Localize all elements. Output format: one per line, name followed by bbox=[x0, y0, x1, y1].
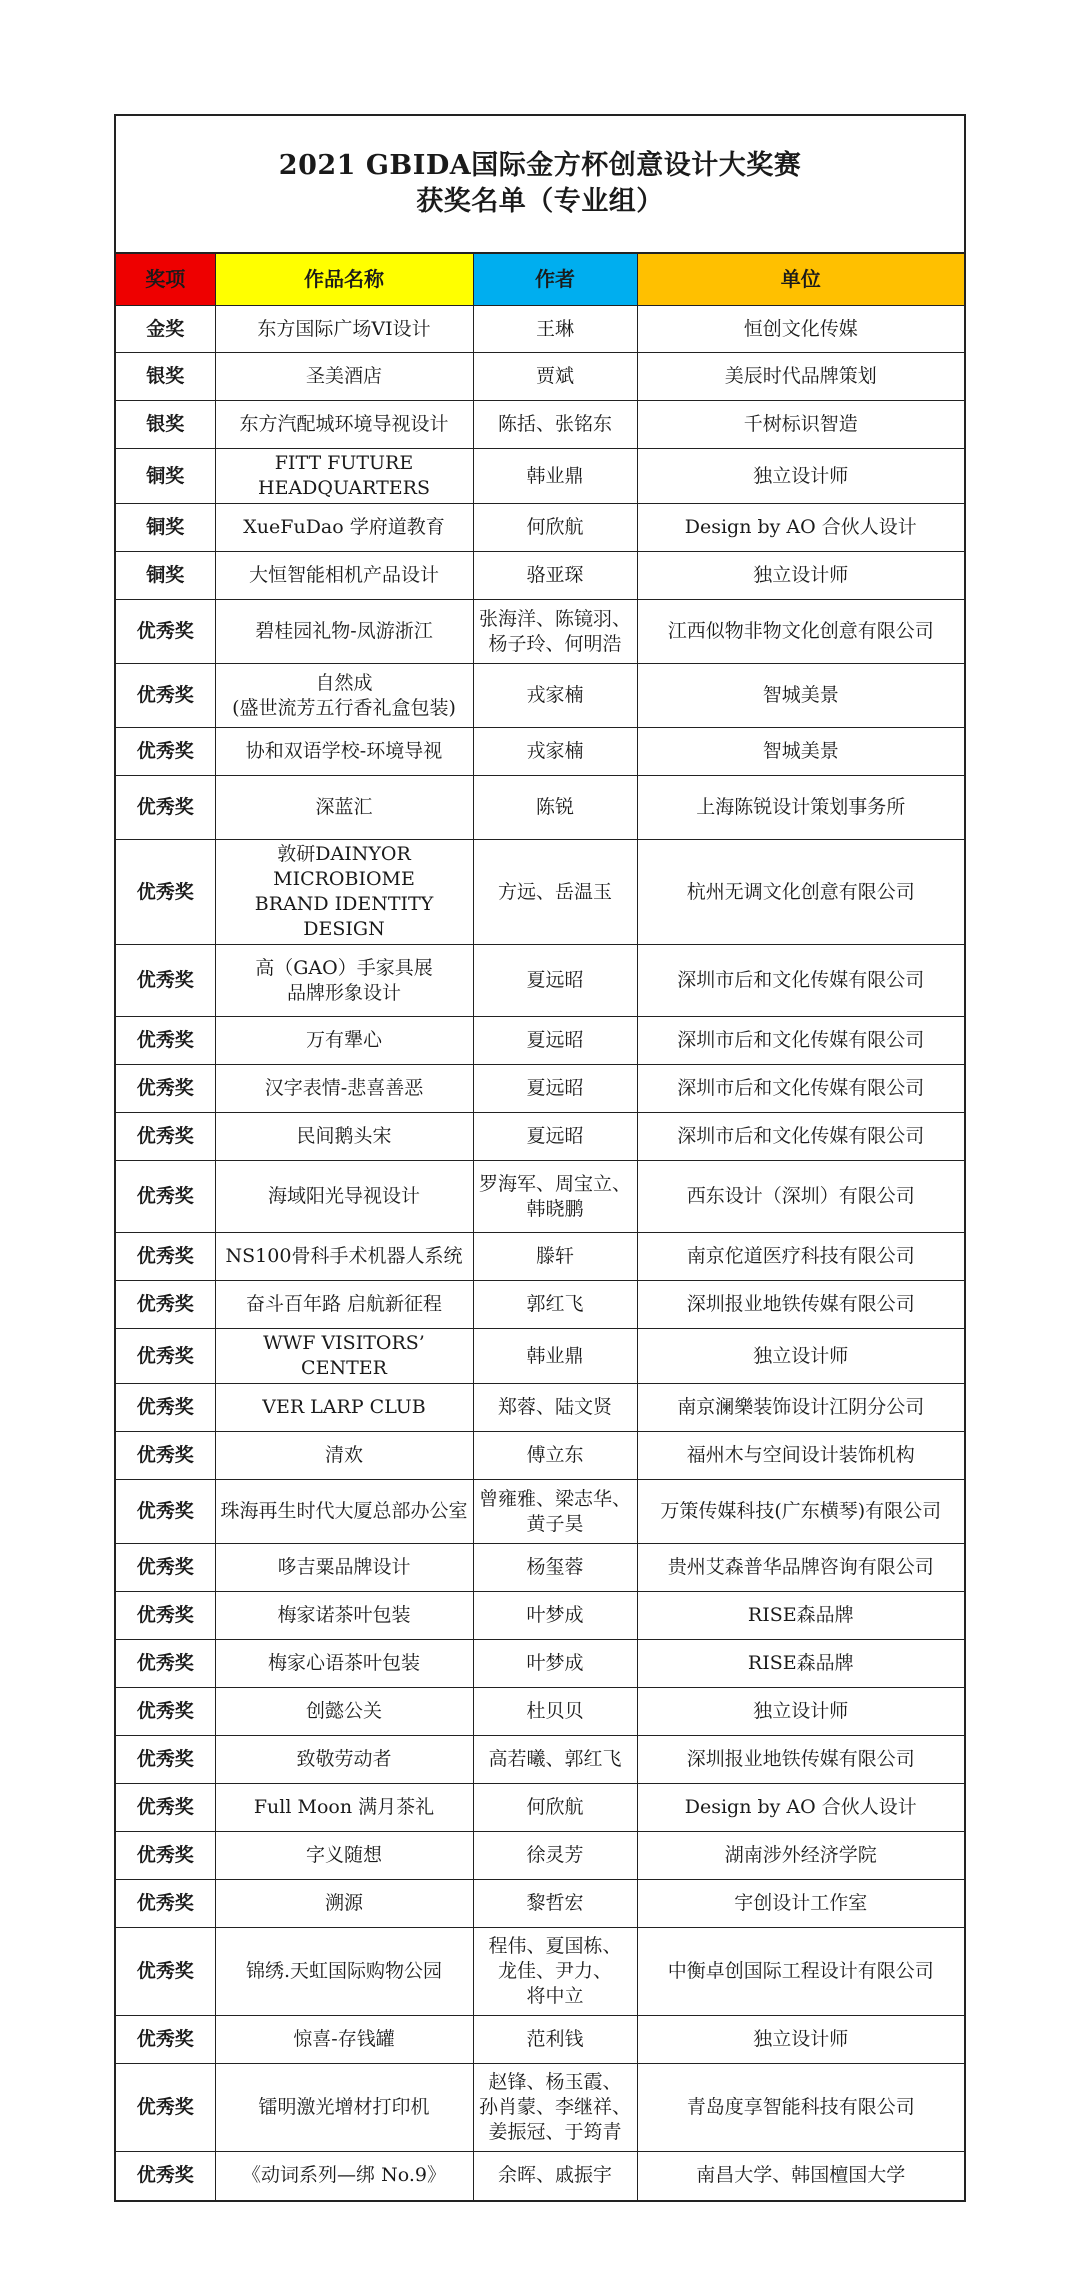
unit-cell: 独立设计师 bbox=[637, 1688, 964, 1736]
work-cell: 万有犟心 bbox=[215, 1017, 473, 1065]
award-cell: 优秀奖 bbox=[116, 1784, 215, 1832]
work-cell: 自然成 (盛世流芳五行香礼盒包装) bbox=[215, 664, 473, 728]
table-row bbox=[116, 1480, 964, 1544]
award-cell: 优秀奖 bbox=[116, 2064, 215, 2152]
award-cell: 优秀奖 bbox=[116, 2152, 215, 2200]
work-cell: XueFuDao 学府道教育 bbox=[215, 504, 473, 552]
unit-cell: 独立设计师 bbox=[637, 449, 964, 504]
award-cell: 优秀奖 bbox=[116, 1480, 215, 1544]
work-cell: NS100骨科手术机器人系统 bbox=[215, 1233, 473, 1281]
page-subtitle: 获奖名单（专业组） bbox=[416, 186, 664, 217]
table-row bbox=[116, 1161, 964, 1233]
award-cell: 优秀奖 bbox=[116, 1880, 215, 1928]
unit-cell: 深圳市后和文化传媒有限公司 bbox=[637, 1065, 964, 1113]
table-row bbox=[116, 2064, 964, 2152]
table-row bbox=[116, 1736, 964, 1784]
award-cell: 优秀奖 bbox=[116, 664, 215, 728]
work-cell: 梅家诺茶叶包装 bbox=[215, 1592, 473, 1640]
award-cell: 银奖 bbox=[116, 353, 215, 401]
unit-cell: 南昌大学、韩国檀国大学 bbox=[637, 2152, 964, 2200]
work-cell: 深蓝汇 bbox=[215, 776, 473, 840]
table-row bbox=[116, 449, 964, 504]
table-header-row bbox=[116, 254, 964, 306]
author-cell: 韩业鼎 bbox=[473, 449, 637, 504]
unit-cell: 南京澜樂装饰设计江阴分公司 bbox=[637, 1384, 964, 1432]
unit-cell: 宇创设计工作室 bbox=[637, 1880, 964, 1928]
unit-cell: 美辰时代品牌策划 bbox=[637, 353, 964, 401]
work-cell: 奋斗百年路 启航新征程 bbox=[215, 1281, 473, 1329]
unit-cell: 深圳市后和文化传媒有限公司 bbox=[637, 1113, 964, 1161]
award-cell: 优秀奖 bbox=[116, 1544, 215, 1592]
author-cell: 叶梦成 bbox=[473, 1592, 637, 1640]
award-cell: 优秀奖 bbox=[116, 1592, 215, 1640]
unit-cell: Design by AO 合伙人设计 bbox=[637, 504, 964, 552]
table-row bbox=[116, 504, 964, 552]
unit-cell: 西东设计（深圳）有限公司 bbox=[637, 1161, 964, 1233]
table-row bbox=[116, 1688, 964, 1736]
author-cell: 郑蓉、陆文贤 bbox=[473, 1384, 637, 1432]
author-cell: 高若曦、郭红飞 bbox=[473, 1736, 637, 1784]
unit-cell: 独立设计师 bbox=[637, 552, 964, 600]
unit-cell: 福州木与空间设计装饰机构 bbox=[637, 1432, 964, 1480]
author-cell: 陈锐 bbox=[473, 776, 637, 840]
work-cell: 高（GAO）手家具展 品牌形象设计 bbox=[215, 945, 473, 1017]
table-row bbox=[116, 1880, 964, 1928]
table-row bbox=[116, 353, 964, 401]
table-row bbox=[116, 776, 964, 840]
table-row bbox=[116, 1113, 964, 1161]
table-row bbox=[116, 945, 964, 1017]
author-cell: 夏远昭 bbox=[473, 1113, 637, 1161]
unit-cell: 千树标识智造 bbox=[637, 401, 964, 449]
unit-cell: 深圳市后和文化传媒有限公司 bbox=[637, 945, 964, 1017]
table-row bbox=[116, 552, 964, 600]
author-cell: 杨玺蓉 bbox=[473, 1544, 637, 1592]
author-cell: 贾斌 bbox=[473, 353, 637, 401]
work-cell: 海域阳光导视设计 bbox=[215, 1161, 473, 1233]
work-cell: FITT FUTURE HEADQUARTERS bbox=[215, 449, 473, 504]
work-cell: 协和双语学校-环境导视 bbox=[215, 728, 473, 776]
table-row bbox=[116, 1329, 964, 1384]
work-cell: Full Moon 满月茶礼 bbox=[215, 1784, 473, 1832]
author-cell: 杜贝贝 bbox=[473, 1688, 637, 1736]
unit-cell: 恒创文化传媒 bbox=[637, 306, 964, 353]
unit-cell: 深圳报业地铁传媒有限公司 bbox=[637, 1736, 964, 1784]
table-row bbox=[116, 1928, 964, 2016]
award-cell: 优秀奖 bbox=[116, 1233, 215, 1281]
unit-cell: RISE森品牌 bbox=[637, 1640, 964, 1688]
award-list-sheet bbox=[114, 114, 966, 2202]
unit-cell: 独立设计师 bbox=[637, 1329, 964, 1384]
table-row bbox=[116, 306, 964, 353]
table-row bbox=[116, 1281, 964, 1329]
author-cell: 夏远昭 bbox=[473, 1017, 637, 1065]
work-cell: 珠海再生时代大厦总部办公室 bbox=[215, 1480, 473, 1544]
award-cell: 优秀奖 bbox=[116, 2016, 215, 2064]
author-cell: 罗海军、周宝立、 韩晓鹏 bbox=[473, 1161, 637, 1233]
award-cell: 铜奖 bbox=[116, 552, 215, 600]
header-unit: 单位 bbox=[637, 254, 964, 306]
unit-cell: 智城美景 bbox=[637, 728, 964, 776]
work-cell: 锦绣.天虹国际购物公园 bbox=[215, 1928, 473, 2016]
table-row bbox=[116, 1544, 964, 1592]
work-cell: 梅家心语茶叶包装 bbox=[215, 1640, 473, 1688]
table-row bbox=[116, 2016, 964, 2064]
table-row bbox=[116, 728, 964, 776]
unit-cell: 万策传媒科技(广东横琴)有限公司 bbox=[637, 1480, 964, 1544]
unit-cell: Design by AO 合伙人设计 bbox=[637, 1784, 964, 1832]
header-award: 奖项 bbox=[116, 254, 215, 306]
author-cell: 曾雍雅、梁志华、 黄子昊 bbox=[473, 1480, 637, 1544]
author-cell: 张海洋、陈镜羽、 杨子玲、何明浩 bbox=[473, 600, 637, 664]
author-cell: 程伟、夏国栋、 龙佳、尹力、 将中立 bbox=[473, 1928, 637, 2016]
award-cell: 铜奖 bbox=[116, 449, 215, 504]
header-work: 作品名称 bbox=[215, 254, 473, 306]
award-cell: 优秀奖 bbox=[116, 1928, 215, 2016]
work-cell: 东方汽配城环境导视设计 bbox=[215, 401, 473, 449]
work-cell: 圣美酒店 bbox=[215, 353, 473, 401]
unit-cell: 江西似物非物文化创意有限公司 bbox=[637, 600, 964, 664]
work-cell: VER LARP CLUB bbox=[215, 1384, 473, 1432]
unit-cell: 中衡卓创国际工程设计有限公司 bbox=[637, 1928, 964, 2016]
unit-cell: 杭州无调文化创意有限公司 bbox=[637, 840, 964, 945]
award-cell: 优秀奖 bbox=[116, 1113, 215, 1161]
author-cell: 徐灵芳 bbox=[473, 1832, 637, 1880]
winners-table bbox=[116, 254, 964, 2200]
author-cell: 傅立东 bbox=[473, 1432, 637, 1480]
unit-cell: 智城美景 bbox=[637, 664, 964, 728]
unit-cell: 南京佗道医疗科技有限公司 bbox=[637, 1233, 964, 1281]
author-cell: 夏远昭 bbox=[473, 945, 637, 1017]
table-row bbox=[116, 1592, 964, 1640]
award-cell: 优秀奖 bbox=[116, 1329, 215, 1384]
work-cell: 镭明激光增材打印机 bbox=[215, 2064, 473, 2152]
author-cell: 方远、岳温玉 bbox=[473, 840, 637, 945]
award-cell: 优秀奖 bbox=[116, 1161, 215, 1233]
award-cell: 铜奖 bbox=[116, 504, 215, 552]
header-author: 作者 bbox=[473, 254, 637, 306]
work-cell: 大恒智能相机产品设计 bbox=[215, 552, 473, 600]
award-cell: 金奖 bbox=[116, 306, 215, 353]
work-cell: 溯源 bbox=[215, 1880, 473, 1928]
table-row bbox=[116, 2152, 964, 2200]
table-row bbox=[116, 1017, 964, 1065]
award-cell: 银奖 bbox=[116, 401, 215, 449]
unit-cell: 深圳市后和文化传媒有限公司 bbox=[637, 1017, 964, 1065]
table-row bbox=[116, 1784, 964, 1832]
work-cell: 碧桂园礼物-凤游浙江 bbox=[215, 600, 473, 664]
table-row bbox=[116, 401, 964, 449]
award-cell: 优秀奖 bbox=[116, 1281, 215, 1329]
author-cell: 陈括、张铭东 bbox=[473, 401, 637, 449]
award-cell: 优秀奖 bbox=[116, 1065, 215, 1113]
author-cell: 夏远昭 bbox=[473, 1065, 637, 1113]
award-cell: 优秀奖 bbox=[116, 1832, 215, 1880]
author-cell: 韩业鼎 bbox=[473, 1329, 637, 1384]
table-row bbox=[116, 1432, 964, 1480]
table-row bbox=[116, 1384, 964, 1432]
table-row bbox=[116, 1640, 964, 1688]
unit-cell: 青岛度享智能科技有限公司 bbox=[637, 2064, 964, 2152]
author-cell: 何欣航 bbox=[473, 504, 637, 552]
award-cell: 优秀奖 bbox=[116, 1640, 215, 1688]
work-cell: 哆吉粟品牌设计 bbox=[215, 1544, 473, 1592]
work-cell: 东方国际广场VI设计 bbox=[215, 306, 473, 353]
work-cell: 汉字表情-悲喜善恶 bbox=[215, 1065, 473, 1113]
author-cell: 骆亚琛 bbox=[473, 552, 637, 600]
award-cell: 优秀奖 bbox=[116, 1384, 215, 1432]
table-row bbox=[116, 1832, 964, 1880]
work-cell: WWF VISITORS’ CENTER bbox=[215, 1329, 473, 1384]
author-cell: 叶梦成 bbox=[473, 1640, 637, 1688]
author-cell: 戎家楠 bbox=[473, 664, 637, 728]
work-cell: 致敬劳动者 bbox=[215, 1736, 473, 1784]
work-cell: 敦研DAINYOR MICROBIOME BRAND IDENTITY DESIGN bbox=[215, 840, 473, 945]
award-cell: 优秀奖 bbox=[116, 1432, 215, 1480]
work-cell: 惊喜-存钱罐 bbox=[215, 2016, 473, 2064]
author-cell: 戎家楠 bbox=[473, 728, 637, 776]
award-cell: 优秀奖 bbox=[116, 1017, 215, 1065]
author-cell: 余晖、戚振宇 bbox=[473, 2152, 637, 2200]
unit-cell: 独立设计师 bbox=[637, 2016, 964, 2064]
unit-cell: 深圳报业地铁传媒有限公司 bbox=[637, 1281, 964, 1329]
work-cell: 《动词系列—绑 No.9》 bbox=[215, 2152, 473, 2200]
table-row bbox=[116, 1065, 964, 1113]
award-cell: 优秀奖 bbox=[116, 1688, 215, 1736]
award-cell: 优秀奖 bbox=[116, 728, 215, 776]
work-cell: 民间鹅头宋 bbox=[215, 1113, 473, 1161]
work-cell: 创懿公关 bbox=[215, 1688, 473, 1736]
unit-cell: 上海陈锐设计策划事务所 bbox=[637, 776, 964, 840]
award-cell: 优秀奖 bbox=[116, 945, 215, 1017]
award-cell: 优秀奖 bbox=[116, 1736, 215, 1784]
work-cell: 清欢 bbox=[215, 1432, 473, 1480]
table-row bbox=[116, 664, 964, 728]
author-cell: 王琳 bbox=[473, 306, 637, 353]
table-row bbox=[116, 840, 964, 945]
work-cell: 字义随想 bbox=[215, 1832, 473, 1880]
table-row bbox=[116, 600, 964, 664]
award-cell: 优秀奖 bbox=[116, 600, 215, 664]
author-cell: 郭红飞 bbox=[473, 1281, 637, 1329]
table-row bbox=[116, 1233, 964, 1281]
award-cell: 优秀奖 bbox=[116, 776, 215, 840]
award-cell: 优秀奖 bbox=[116, 840, 215, 945]
author-cell: 黎哲宏 bbox=[473, 1880, 637, 1928]
unit-cell: RISE森品牌 bbox=[637, 1592, 964, 1640]
unit-cell: 湖南涉外经济学院 bbox=[637, 1832, 964, 1880]
table-body bbox=[116, 306, 964, 2200]
page-title: 2021 GBIDA国际金方杯创意设计大奖赛 bbox=[278, 150, 802, 181]
author-cell: 赵锋、杨玉霞、 孙肖蒙、李继祥、 姜振冠、于筠青 bbox=[473, 2064, 637, 2152]
unit-cell: 贵州艾森普华品牌咨询有限公司 bbox=[637, 1544, 964, 1592]
author-cell: 滕轩 bbox=[473, 1233, 637, 1281]
author-cell: 范利钱 bbox=[473, 2016, 637, 2064]
title-box bbox=[116, 116, 964, 254]
author-cell: 何欣航 bbox=[473, 1784, 637, 1832]
